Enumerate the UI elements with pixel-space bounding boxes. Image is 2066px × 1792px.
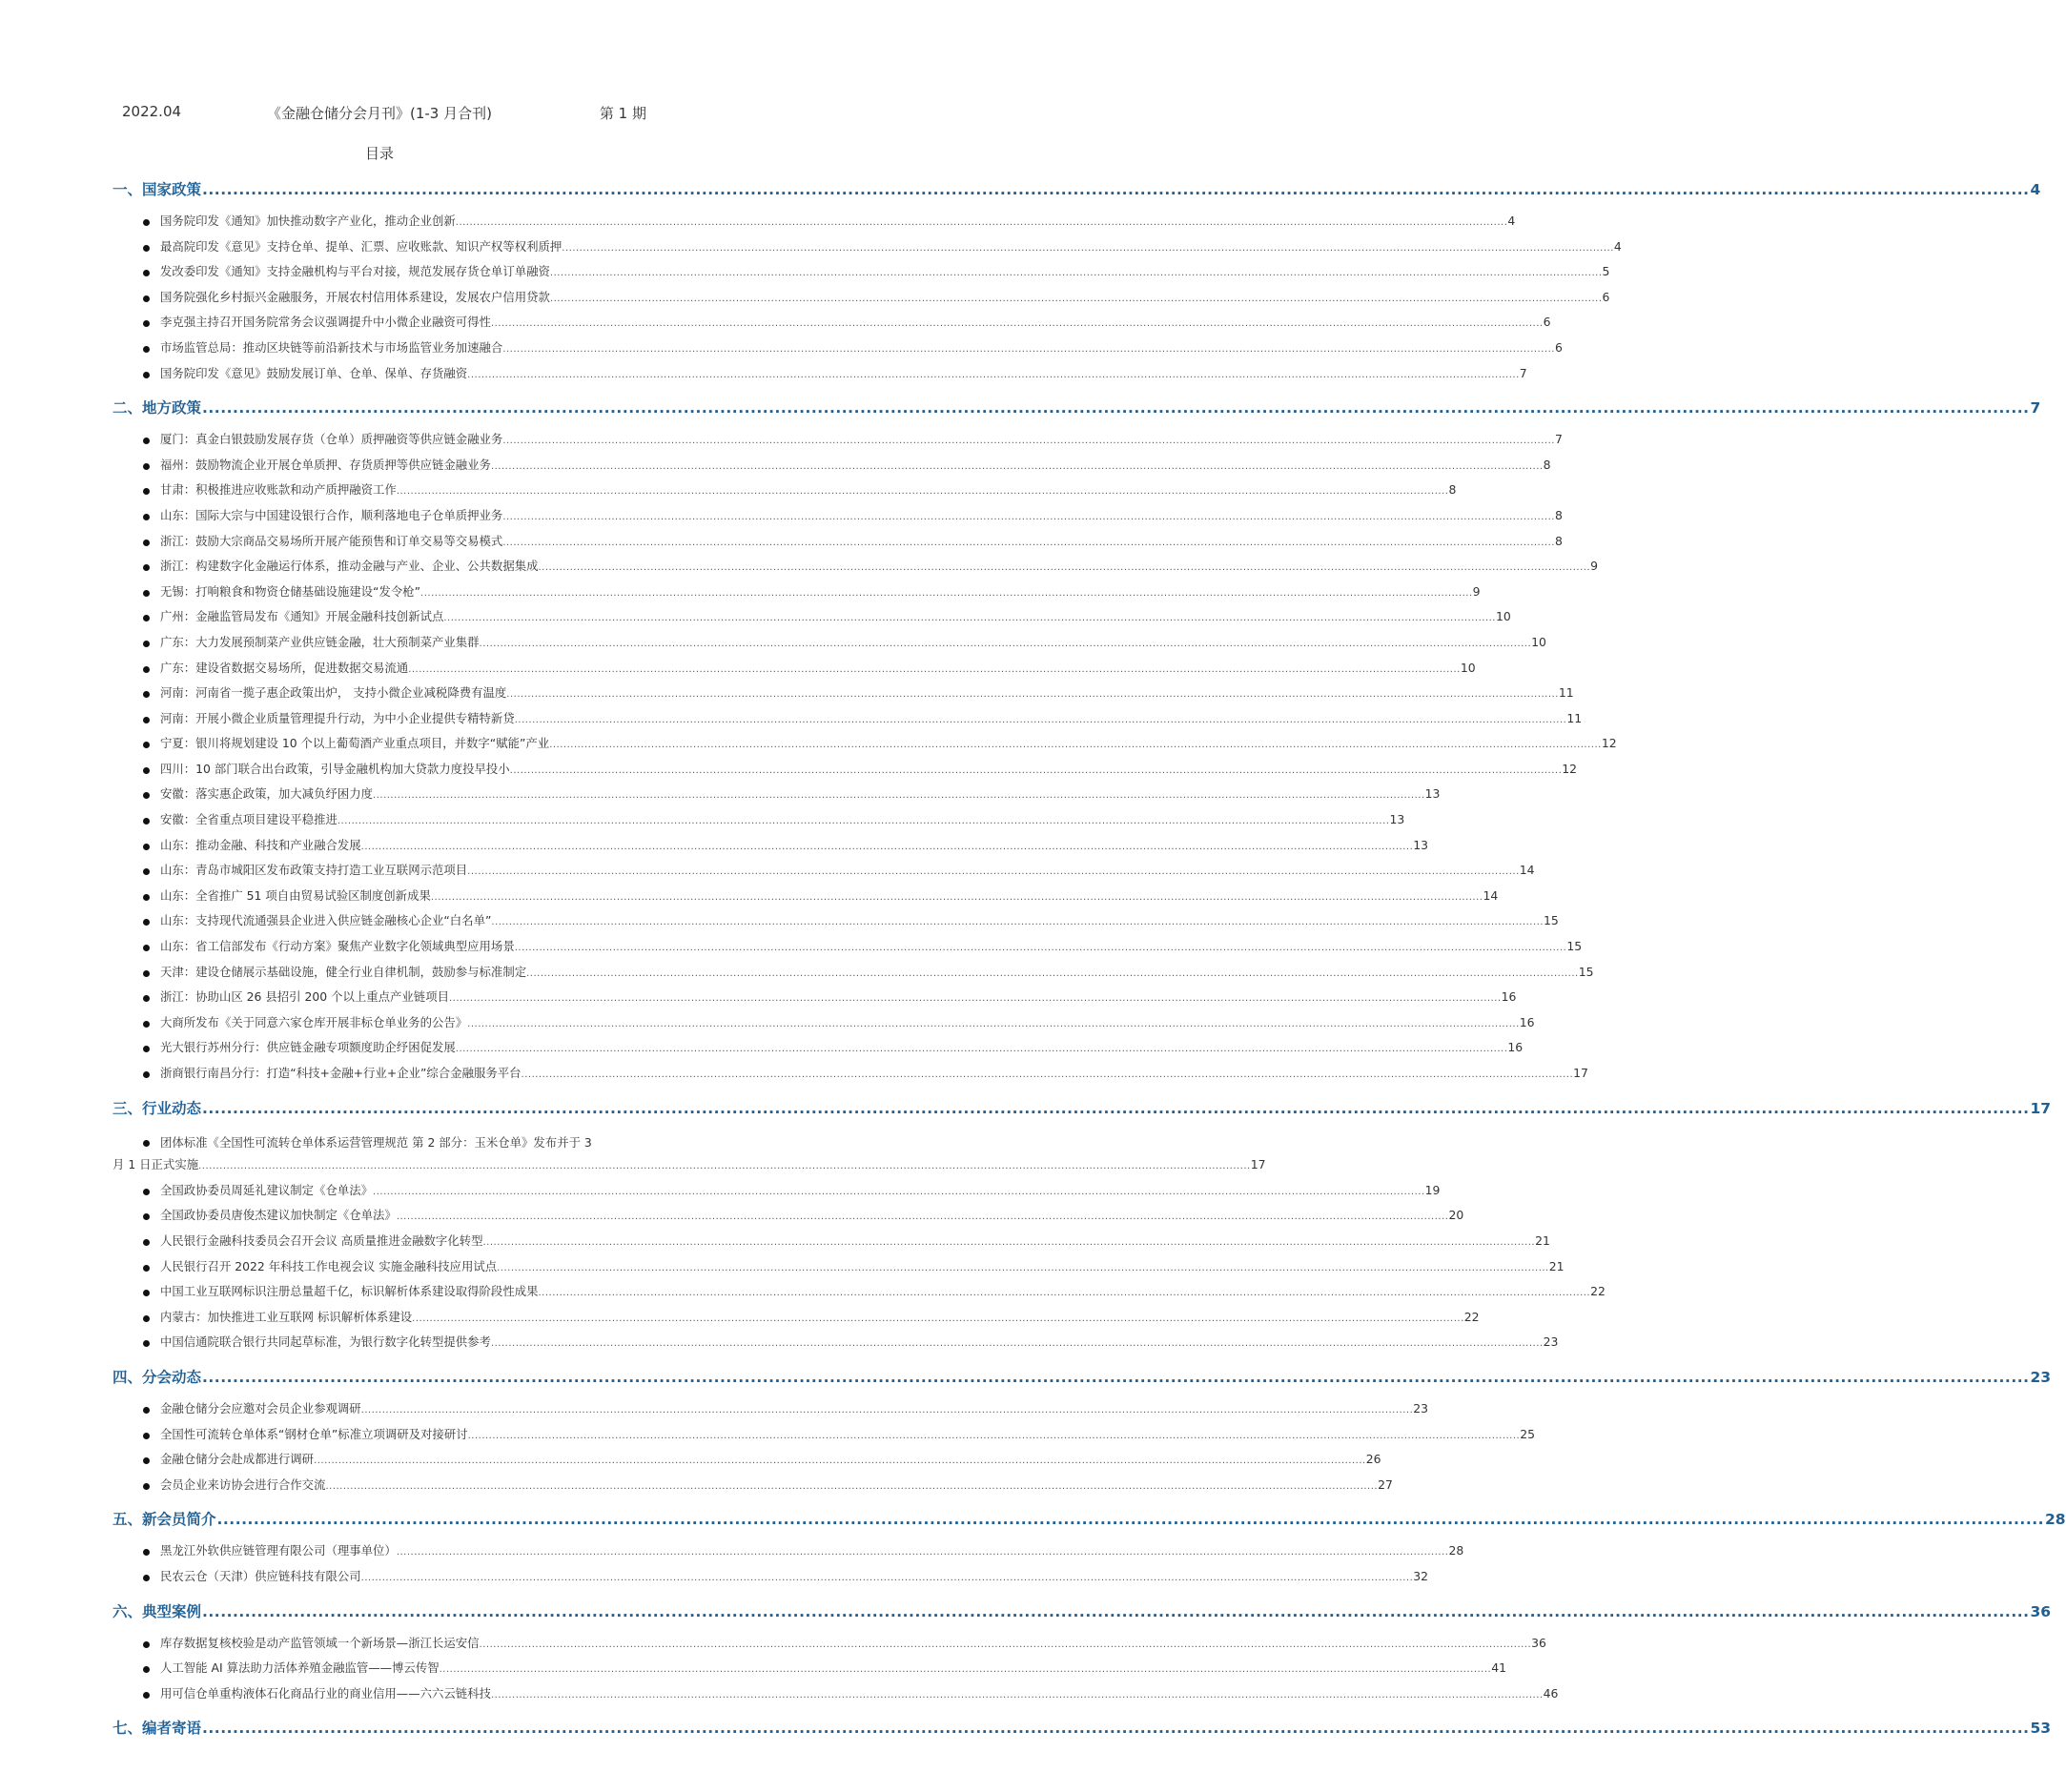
toc-entry[interactable]: [113, 212, 1516, 237]
entry-page-number: 10: [1496, 609, 1511, 624]
toc-entry-list: [113, 430, 1617, 1089]
section-number: 一、: [113, 181, 143, 198]
entry-page-number: 46: [1543, 1685, 1559, 1700]
toc-entry[interactable]: [113, 1130, 1266, 1181]
dot-leader: ............................................................................................................................................................................................................................................................................................................: [325, 1480, 1379, 1492]
dot-leader: ............................................................................................................................................................................................................................................................................................................: [314, 1456, 1366, 1467]
entry-text: 山东：国际大宗与中国建设银行合作，顺利落地电子仓单质押业务: [160, 507, 503, 522]
entry-page-number: 8: [1554, 507, 1563, 522]
entry-text: 金融仓储分会应邀对会员企业参观调研: [160, 1400, 361, 1415]
section-label: 新会员简介: [142, 1511, 216, 1529]
bullet-icon: [143, 844, 150, 850]
toc-entry[interactable]: [113, 506, 1563, 532]
entry-page-number: 4: [1507, 214, 1516, 228]
entry-page-number: 21: [1535, 1232, 1550, 1248]
dot-leader: ............................................................................................................................................................................................................................................................................................................: [514, 943, 1567, 954]
entry-page-number: 4: [1613, 238, 1622, 254]
section-label: 地方政策: [142, 399, 202, 417]
entry-text: 中国工业互联网标识注册总量超千亿，标识解析体系建设取得阶段性成果: [160, 1284, 539, 1299]
entry-text: 厦门：真金白银鼓励发展存货（仓单）质押融资等供应链金融业务: [160, 432, 503, 447]
dot-leader: ............................................................................................................................................................................................................................................................................................................: [549, 740, 1602, 751]
entry-text: 民农云仓（天津）供应链科技有限公司: [160, 1568, 361, 1583]
entry-page-number: 12: [1601, 736, 1617, 751]
entry-text: 安徽：全省重点项目建设平稳推进: [160, 812, 338, 827]
dot-leader: ............................................................................................................................................................................................................................................................................................................: [490, 318, 1544, 330]
dot-leader: ............................................................................................................................................................................................................................................................................................................: [448, 993, 1502, 1005]
dot-leader: ............................................................................................................................................................................................................................................................................................................: [467, 1018, 1520, 1029]
dot-leader: ............................................................................................................................................................................................................................................................................................................: [506, 689, 1559, 701]
dot-leader: ............................................................................................................................................................................................................................................................................................................: [420, 587, 1473, 599]
bullet-icon: [143, 463, 150, 470]
toc-entry[interactable]: [113, 1541, 1464, 1567]
bullet-icon: [143, 1189, 150, 1195]
bullet-icon: [143, 1692, 150, 1699]
section-label: 典型案例: [142, 1602, 202, 1620]
entry-page-number: 14: [1519, 863, 1535, 878]
toc-section-heading[interactable]: [113, 397, 2041, 422]
toc-entry[interactable]: [113, 886, 1499, 912]
dot-leader: ............................................................................................................................................................................................................................................................................................................: [198, 1161, 1251, 1172]
bullet-icon: [143, 1213, 150, 1220]
toc-title: 目录: [364, 145, 394, 162]
bullet-icon: [143, 372, 150, 378]
toc-entry[interactable]: [113, 810, 1405, 836]
entry-text: 光大银行苏州分行：供应链金融专项额度助企纾困促发展: [160, 1040, 456, 1055]
bullet-icon: [143, 742, 150, 748]
bullet-icon: [143, 1239, 150, 1246]
entry-page-number: 10: [1531, 634, 1546, 649]
entry-text: 中国信通院联合银行共同起草标准，为银行数字化转型提供参考: [160, 1334, 491, 1350]
dot-leader: ............................................................................................................................................................................................................................................................................................................: [202, 1720, 2030, 1738]
entry-text: 全国政协委员唐俊杰建议加快制定《仓单法》: [160, 1208, 397, 1223]
toc-entry[interactable]: [113, 937, 1583, 963]
entry-page-number: 21: [1548, 1258, 1565, 1273]
toc-entry[interactable]: [113, 1399, 1429, 1425]
toc-section-heading[interactable]: [113, 1508, 2066, 1534]
entry-text: 全国性可流转仓单体系“钢材仓单”标准立项调研及对接研讨: [160, 1426, 468, 1441]
entry-page-number: 16: [1519, 1014, 1535, 1029]
entry-page-number: 15: [1566, 939, 1583, 954]
entry-text: 浙江：协助山区 26 县招引 200 个以上重点产业链项目: [160, 989, 449, 1005]
toc-section-heading[interactable]: [113, 1097, 2052, 1123]
dot-leader: ............................................................................................................................................................................................................................................................................................................: [202, 1099, 2030, 1117]
dot-leader: ............................................................................................................................................................................................................................................................................................................: [337, 816, 1390, 827]
entry-page-number: 8: [1554, 533, 1563, 548]
bullet-icon: [143, 641, 150, 647]
dot-leader: ............................................................................................................................................................................................................................................................................................................: [482, 1236, 1536, 1248]
section-label: 分会动态: [142, 1368, 202, 1386]
dot-leader: ............................................................................................................................................................................................................................................................................................................: [562, 242, 1614, 254]
entry-text: 发改委印发《通知》支持金融机构与平台对接，规范发展存货仓单订单融资: [160, 264, 550, 279]
entry-page-number: 16: [1507, 1040, 1524, 1055]
toc-section-heading[interactable]: [113, 1600, 2052, 1626]
section-number: 四、: [113, 1368, 143, 1386]
section-label: 国家政策: [142, 181, 202, 198]
entry-text: 会员企业来访协会进行合作交流: [160, 1476, 326, 1492]
entry-text: 宁夏：银川将规划建设 10 个以上葡萄酒产业重点项目，并数字“赋能”产业: [160, 736, 550, 751]
toc-entry-list: [113, 1130, 1606, 1358]
toc-entry[interactable]: [113, 1038, 1524, 1064]
toc-entry[interactable]: [113, 338, 1563, 364]
toc-entry[interactable]: [113, 760, 1578, 785]
dot-leader: ............................................................................................................................................................................................................................................................................................................: [479, 638, 1532, 649]
entry-text: 内蒙古：加快推进工业互联网 标识解析体系建设: [160, 1309, 413, 1324]
entry-text: 浙江：鼓励大宗商品交易场所开展产能预售和订单交易等交易模式: [160, 533, 503, 548]
entry-page-number: 16: [1501, 989, 1517, 1005]
entry-text: 大商所发布《关于同意六家仓库开展非标仓单业务的公告》: [160, 1014, 468, 1029]
toc-entry-list: [113, 212, 1622, 389]
dot-leader: ............................................................................................................................................................................................................................................................................................................: [502, 343, 1555, 355]
toc-entry[interactable]: [113, 1476, 1393, 1501]
dot-leader: ............................................................................................................................................................................................................................................................................................................: [549, 268, 1603, 279]
bullet-icon: [143, 717, 150, 723]
issue-number: 第 1 期: [599, 105, 646, 122]
toc-entry-list: [113, 1399, 1536, 1500]
toc-entry[interactable]: [113, 1333, 1559, 1358]
entry-page-number: 22: [1463, 1309, 1480, 1324]
entry-text: 国务院印发《通知》加快推动数字产业化，推动企业创新: [160, 214, 456, 228]
bullet-icon: [143, 1433, 150, 1439]
bullet-icon: [143, 245, 150, 252]
dot-leader: ............................................................................................................................................................................................................................................................................................................: [502, 537, 1555, 548]
entry-text: 人民银行召开 2022 年科技工作电视会议 实施金融科技应用试点: [160, 1258, 498, 1273]
toc-entry[interactable]: [113, 288, 1610, 314]
toc-entry[interactable]: [113, 1450, 1381, 1476]
section-label: 编者寄语: [142, 1720, 202, 1738]
entry-page-number: 23: [1543, 1334, 1559, 1350]
section-page-number: 23: [2030, 1368, 2052, 1386]
section-number: 七、: [113, 1720, 143, 1738]
entry-page-number: 9: [1590, 559, 1599, 574]
toc-entry[interactable]: [113, 988, 1517, 1013]
toc-entry[interactable]: [113, 659, 1476, 684]
entry-text: 安徽：落实惠企政策，加大减负纾困力度: [160, 786, 374, 802]
bullet-icon: [143, 438, 150, 444]
dot-leader: ............................................................................................................................................................................................................................................................................................................: [509, 764, 1563, 776]
dot-leader: ............................................................................................................................................................................................................................................................................................................: [202, 399, 2030, 417]
toc-entry[interactable]: [113, 532, 1563, 558]
entry-text: 山东：全省推广 51 项自由贸易试验区制度创新成果: [160, 887, 431, 903]
bullet-icon: [143, 666, 150, 673]
entry-page-number: 15: [1544, 913, 1559, 928]
toc-entry[interactable]: [113, 836, 1429, 862]
bullet-icon: [143, 1641, 150, 1648]
section-page-number: 36: [2030, 1602, 2052, 1620]
entry-page-number: 11: [1558, 685, 1574, 701]
entry-page-number: 17: [1250, 1157, 1266, 1172]
dot-leader: ............................................................................................................................................................................................................................................................................................................: [490, 1689, 1544, 1700]
entry-page-number: 13: [1424, 786, 1441, 802]
toc-entry[interactable]: [113, 911, 1559, 937]
entry-text: 山东：青岛市城阳区发布政策支持打造工业互联网示范项目: [160, 863, 468, 878]
dot-leader: ............................................................................................................................................................................................................................................................................................................: [373, 1186, 1425, 1197]
entry-text: 人工智能 AI 算法助力活体养殖金融监管——博云传智: [160, 1660, 440, 1676]
entry-page-number: 10: [1460, 660, 1476, 675]
entry-page-number: 13: [1389, 812, 1405, 827]
dot-leader: ............................................................................................................................................................................................................................................................................................................: [497, 1262, 1549, 1273]
toc-entry[interactable]: [113, 734, 1617, 760]
issue-date: 2022.04: [122, 103, 182, 120]
bullet-icon: [143, 615, 150, 621]
toc-entry[interactable]: [113, 430, 1563, 456]
section-page-number: 28: [2045, 1511, 2066, 1529]
bullet-icon: [143, 1575, 150, 1581]
section-page-number: 53: [2030, 1720, 2052, 1738]
entry-page-number: 8: [1543, 457, 1551, 472]
entry-text: 黑龙江外软供应链管理有限公司（理事单位）: [160, 1543, 397, 1558]
dot-leader: ............................................................................................................................................................................................................................................................................................................: [360, 1572, 1414, 1583]
dot-leader: ............................................................................................................................................................................................................................................................................................................: [514, 714, 1567, 725]
dot-leader: ............................................................................................................................................................................................................................................................................................................: [202, 181, 2030, 198]
entry-page-number: 17: [1573, 1066, 1588, 1080]
dot-leader: ............................................................................................................................................................................................................................................................................................................: [408, 663, 1461, 675]
entry-text: 浙江：构建数字化金融运行体系，推动金融与产业、企业、公共数据集成: [160, 559, 539, 574]
dot-leader: ............................................................................................................................................................................................................................................................................................................: [360, 1404, 1414, 1415]
toc-section-heading[interactable]: [113, 1717, 2052, 1742]
entry-text: 李克强主持召开国务院常务会议强调提升中小微企业融资可得性: [160, 315, 491, 330]
bullet-icon: [143, 1666, 150, 1673]
bullet-icon: [143, 1340, 150, 1347]
bullet-icon: [143, 995, 150, 1002]
section-label: 行业动态: [142, 1099, 202, 1117]
toc-entry-list: [113, 1541, 1464, 1592]
entry-text: 广东：大力发展预制菜产业供应链金融，壮大预制菜产业集群: [160, 634, 480, 649]
toc-entry[interactable]: [113, 313, 1551, 338]
dot-leader: ............................................................................................................................................................................................................................................................................................................: [467, 866, 1520, 878]
toc-entry[interactable]: [113, 262, 1610, 288]
dot-leader: ............................................................................................................................................................................................................................................................................................................: [490, 460, 1544, 472]
toc-entry[interactable]: [113, 1308, 1480, 1334]
entry-page-number: 6: [1543, 315, 1551, 330]
toc-entry[interactable]: [113, 683, 1574, 709]
entry-page-number: 36: [1531, 1635, 1546, 1650]
dot-leader: ............................................................................................................................................................................................................................................................................................................: [526, 967, 1579, 979]
section-number: 二、: [113, 399, 143, 417]
dot-leader: ............................................................................................................................................................................................................................................................................................................: [455, 1044, 1508, 1055]
bullet-icon: [143, 970, 150, 977]
bullet-icon: [143, 919, 150, 926]
bullet-icon: [143, 1265, 150, 1272]
bullet-icon: [143, 514, 150, 520]
entry-text: 国务院印发《意见》鼓励发展订单、仓单、保单、存货融资: [160, 365, 468, 380]
dot-leader: ............................................................................................................................................................................................................................................................................................................: [538, 562, 1591, 574]
toc-entry[interactable]: [113, 1567, 1429, 1593]
entry-text: 天津：建设仓储展示基础设施，健全行业自律机制，鼓励参与标准制定: [160, 964, 527, 979]
toc-entry[interactable]: [113, 582, 1481, 608]
entry-text: 福州：鼓励物流企业开展仓单质押、存货质押等供应链金融业务: [160, 457, 491, 472]
entry-page-number: 26: [1365, 1452, 1381, 1467]
toc-entry[interactable]: [113, 1257, 1565, 1283]
bullet-icon: [143, 818, 150, 825]
dot-leader: ............................................................................................................................................................................................................................................................................................................: [502, 436, 1555, 447]
dot-leader: ............................................................................................................................................................................................................................................................................................................: [521, 1069, 1574, 1080]
section-number: 五、: [113, 1511, 143, 1529]
bullet-icon: [143, 488, 150, 495]
toc-entry[interactable]: [113, 1634, 1546, 1660]
dot-leader: ............................................................................................................................................................................................................................................................................................................: [467, 1430, 1521, 1441]
bullet-icon: [143, 1021, 150, 1028]
entry-page-number: 7: [1519, 365, 1527, 380]
entry-page-number: 22: [1590, 1284, 1606, 1299]
entry-text: 山东：推动金融、科技和产业融合发展: [160, 837, 361, 852]
dot-leader: ............................................................................................................................................................................................................................................................................................................: [396, 486, 1449, 498]
bullet-icon: [143, 1457, 150, 1464]
toc-entry[interactable]: [113, 861, 1535, 886]
toc-entry[interactable]: [113, 784, 1441, 810]
entry-text-cont: 月 1 日正式实施: [113, 1157, 199, 1172]
entry-page-number: 14: [1483, 887, 1499, 903]
bullet-icon: [143, 320, 150, 327]
dot-leader: ............................................................................................................................................................................................................................................................................................................: [443, 613, 1496, 624]
dot-leader: ............................................................................................................................................................................................................................................................................................................: [479, 1639, 1532, 1650]
toc-entry[interactable]: [113, 1064, 1588, 1089]
toc-entry[interactable]: [113, 1206, 1464, 1232]
section-page-number: 4: [2030, 181, 2041, 198]
section-page-number: 17: [2030, 1099, 2052, 1117]
toc-entry[interactable]: [113, 1013, 1535, 1039]
toc-section-heading[interactable]: [113, 1366, 2052, 1392]
entry-page-number: 41: [1491, 1660, 1507, 1676]
entry-page-number: 23: [1413, 1400, 1429, 1415]
bullet-icon: [143, 1315, 150, 1322]
dot-leader: ............................................................................................................................................................................................................................................................................................................: [360, 841, 1414, 852]
entry-text: 最高院印发《意见》支持仓单、提单、汇票、应收账款、知识产权等权利质押: [160, 238, 563, 254]
bullet-icon: [143, 270, 150, 276]
bullet-icon: [143, 1290, 150, 1296]
entry-text: 河南：开展小微企业质量管理提升行动，为中小企业提供专精特新贷: [160, 710, 515, 725]
entry-text: 国务院强化乡村振兴金融服务，开展农村信用体系建设，发展农户信用贷款: [160, 289, 550, 304]
bullet-icon: [143, 219, 150, 226]
bullet-icon: [143, 540, 150, 546]
dot-leader: ............................................................................................................................................................................................................................................................................................................: [430, 891, 1483, 903]
dot-leader: ............................................................................................................................................................................................................................................................................................................: [538, 1288, 1591, 1299]
bullet-icon: [143, 868, 150, 875]
bullet-icon: [143, 1407, 150, 1414]
bullet-icon: [143, 1071, 150, 1078]
entry-page-number: 25: [1520, 1426, 1536, 1441]
toc-entry[interactable]: [113, 1425, 1536, 1451]
entry-page-number: 9: [1472, 583, 1481, 599]
bullet-icon: [143, 1483, 150, 1490]
dot-leader: ............................................................................................................................................................................................................................................................................................................: [412, 1313, 1464, 1324]
section-page-number: 7: [2030, 399, 2041, 417]
dot-leader: ............................................................................................................................................................................................................................................................................................................: [216, 1511, 2044, 1529]
dot-leader: ............................................................................................................................................................................................................................................................................................................: [467, 369, 1520, 380]
journal-title: 《金融仓储分会月刊》(1-3 月合刊): [267, 105, 492, 122]
entry-continuation: [113, 1155, 1266, 1181]
toc-entry[interactable]: [113, 1659, 1507, 1684]
entry-text: 金融仓储分会赴成都进行调研: [160, 1452, 315, 1467]
entry-text: 广东：建设省数据交易场所，促进数据交易流通: [160, 660, 409, 675]
entry-text: 全国政协委员周延礼建议制定《仓单法》: [160, 1182, 374, 1197]
entry-text: 人民银行金融科技委员会召开会议 高质量推进金融数字化转型: [160, 1232, 483, 1248]
toc-entry[interactable]: [113, 1232, 1550, 1257]
section-number: 三、: [113, 1099, 143, 1117]
toc-section-heading[interactable]: [113, 178, 2041, 204]
dot-leader: ............................................................................................................................................................................................................................................................................................................: [455, 217, 1508, 228]
toc-entry[interactable]: [113, 557, 1599, 582]
section-number: 六、: [113, 1602, 143, 1620]
toc-entry[interactable]: [113, 456, 1551, 481]
entry-page-number: 20: [1448, 1208, 1464, 1223]
toc-entry[interactable]: [113, 1282, 1606, 1308]
entry-page-number: 13: [1413, 837, 1429, 852]
entry-page-number: 5: [1602, 264, 1610, 279]
toc-entry[interactable]: [113, 963, 1594, 988]
entry-page-number: 8: [1448, 482, 1457, 498]
bullet-icon: [143, 894, 150, 901]
bullet-icon: [143, 1046, 150, 1052]
entry-page-number: 28: [1448, 1543, 1464, 1558]
toc-entry[interactable]: [113, 237, 1622, 263]
dot-leader: ............................................................................................................................................................................................................................................................................................................: [396, 1547, 1449, 1558]
bullet-icon: [143, 346, 150, 353]
toc-entry[interactable]: [113, 633, 1546, 659]
entry-text: 甘肃：积极推进应收账款和动产质押融资工作: [160, 482, 397, 498]
dot-leader: ............................................................................................................................................................................................................................................................................................................: [491, 917, 1544, 928]
dot-leader: ............................................................................................................................................................................................................................................................................................................: [549, 293, 1603, 304]
dot-leader: ............................................................................................................................................................................................................................................................................................................: [490, 1338, 1544, 1350]
entry-text: 河南：河南省一揽子惠企政策出炉， 支持小微企业减税降费有温度: [160, 685, 507, 701]
bullet-icon: [143, 564, 150, 571]
toc-entry-list: [113, 1634, 1559, 1710]
bullet-icon: [143, 767, 150, 774]
entry-text: 广州：金融监管局发布《通知》开展金融科技创新试点: [160, 609, 444, 624]
dot-leader: ............................................................................................................................................................................................................................................................................................................: [202, 1602, 2030, 1620]
entry-text: 无锡：打响粮食和物资仓储基础设施建设“发令枪”: [160, 583, 421, 599]
dot-leader: ............................................................................................................................................................................................................................................................................................................: [373, 790, 1425, 802]
toc-entry[interactable]: [113, 364, 1527, 390]
toc-entry[interactable]: [113, 1181, 1441, 1207]
dot-leader: ............................................................................................................................................................................................................................................................................................................: [502, 511, 1555, 522]
entry-text: 团体标准《全国性可流转仓单体系运营管理规范 第 2 部分：玉米仓单》发布并于 3: [160, 1134, 592, 1150]
entry-page-number: 6: [1602, 289, 1610, 304]
entry-page-number: 19: [1424, 1182, 1441, 1197]
entry-text: 库存数据复核校验是动产监管领域一个新场景—浙江长运安信: [160, 1635, 480, 1650]
entry-page-number: 27: [1378, 1476, 1393, 1492]
toc-entry[interactable]: [113, 709, 1583, 735]
entry-text: 浙商银行南昌分行：打造“科技+金融+行业+企业”综合金融服务平台: [160, 1066, 522, 1080]
toc-entry[interactable]: [113, 1684, 1559, 1710]
entry-page-number: 32: [1413, 1568, 1429, 1583]
entry-text: 市场监管总局：推动区块链等前沿新技术与市场监管业务加速融合: [160, 339, 503, 355]
bullet-icon: [143, 945, 150, 951]
bullet-icon: [143, 691, 150, 698]
toc-entry[interactable]: [113, 480, 1457, 506]
entry-page-number: 15: [1578, 964, 1594, 979]
bullet-icon: [143, 590, 150, 597]
entry-page-number: 12: [1562, 761, 1578, 776]
bullet-icon: [143, 1549, 150, 1556]
dot-leader: ............................................................................................................................................................................................................................................................................................................: [396, 1212, 1449, 1223]
entry-text: 山东：省工信部发布《行动方案》聚焦产业数字化领域典型应用场景: [160, 939, 515, 954]
dot-leader: ............................................................................................................................................................................................................................................................................................................: [202, 1368, 2030, 1386]
table-of-contents: [113, 174, 2066, 1742]
dot-leader: ............................................................................................................................................................................................................................................................................................................: [439, 1664, 1492, 1676]
entry-page-number: 7: [1554, 432, 1563, 447]
entry-text: 山东：支持现代流通强县企业进入供应链金融核心企业“白名单”: [160, 913, 492, 928]
entry-page-number: 11: [1566, 710, 1583, 725]
bullet-icon: [143, 1140, 150, 1147]
entry-page-number: 6: [1554, 339, 1563, 355]
entry-text: 四川：10 部门联合出台政策，引导金融机构加大贷款力度投早投小: [160, 761, 510, 776]
entry-text: 用可信仓单重构液体石化商品行业的商业信用——六六云链科技: [160, 1685, 491, 1700]
bullet-icon: [143, 295, 150, 302]
bullet-icon: [143, 792, 150, 799]
toc-entry[interactable]: [113, 607, 1511, 633]
